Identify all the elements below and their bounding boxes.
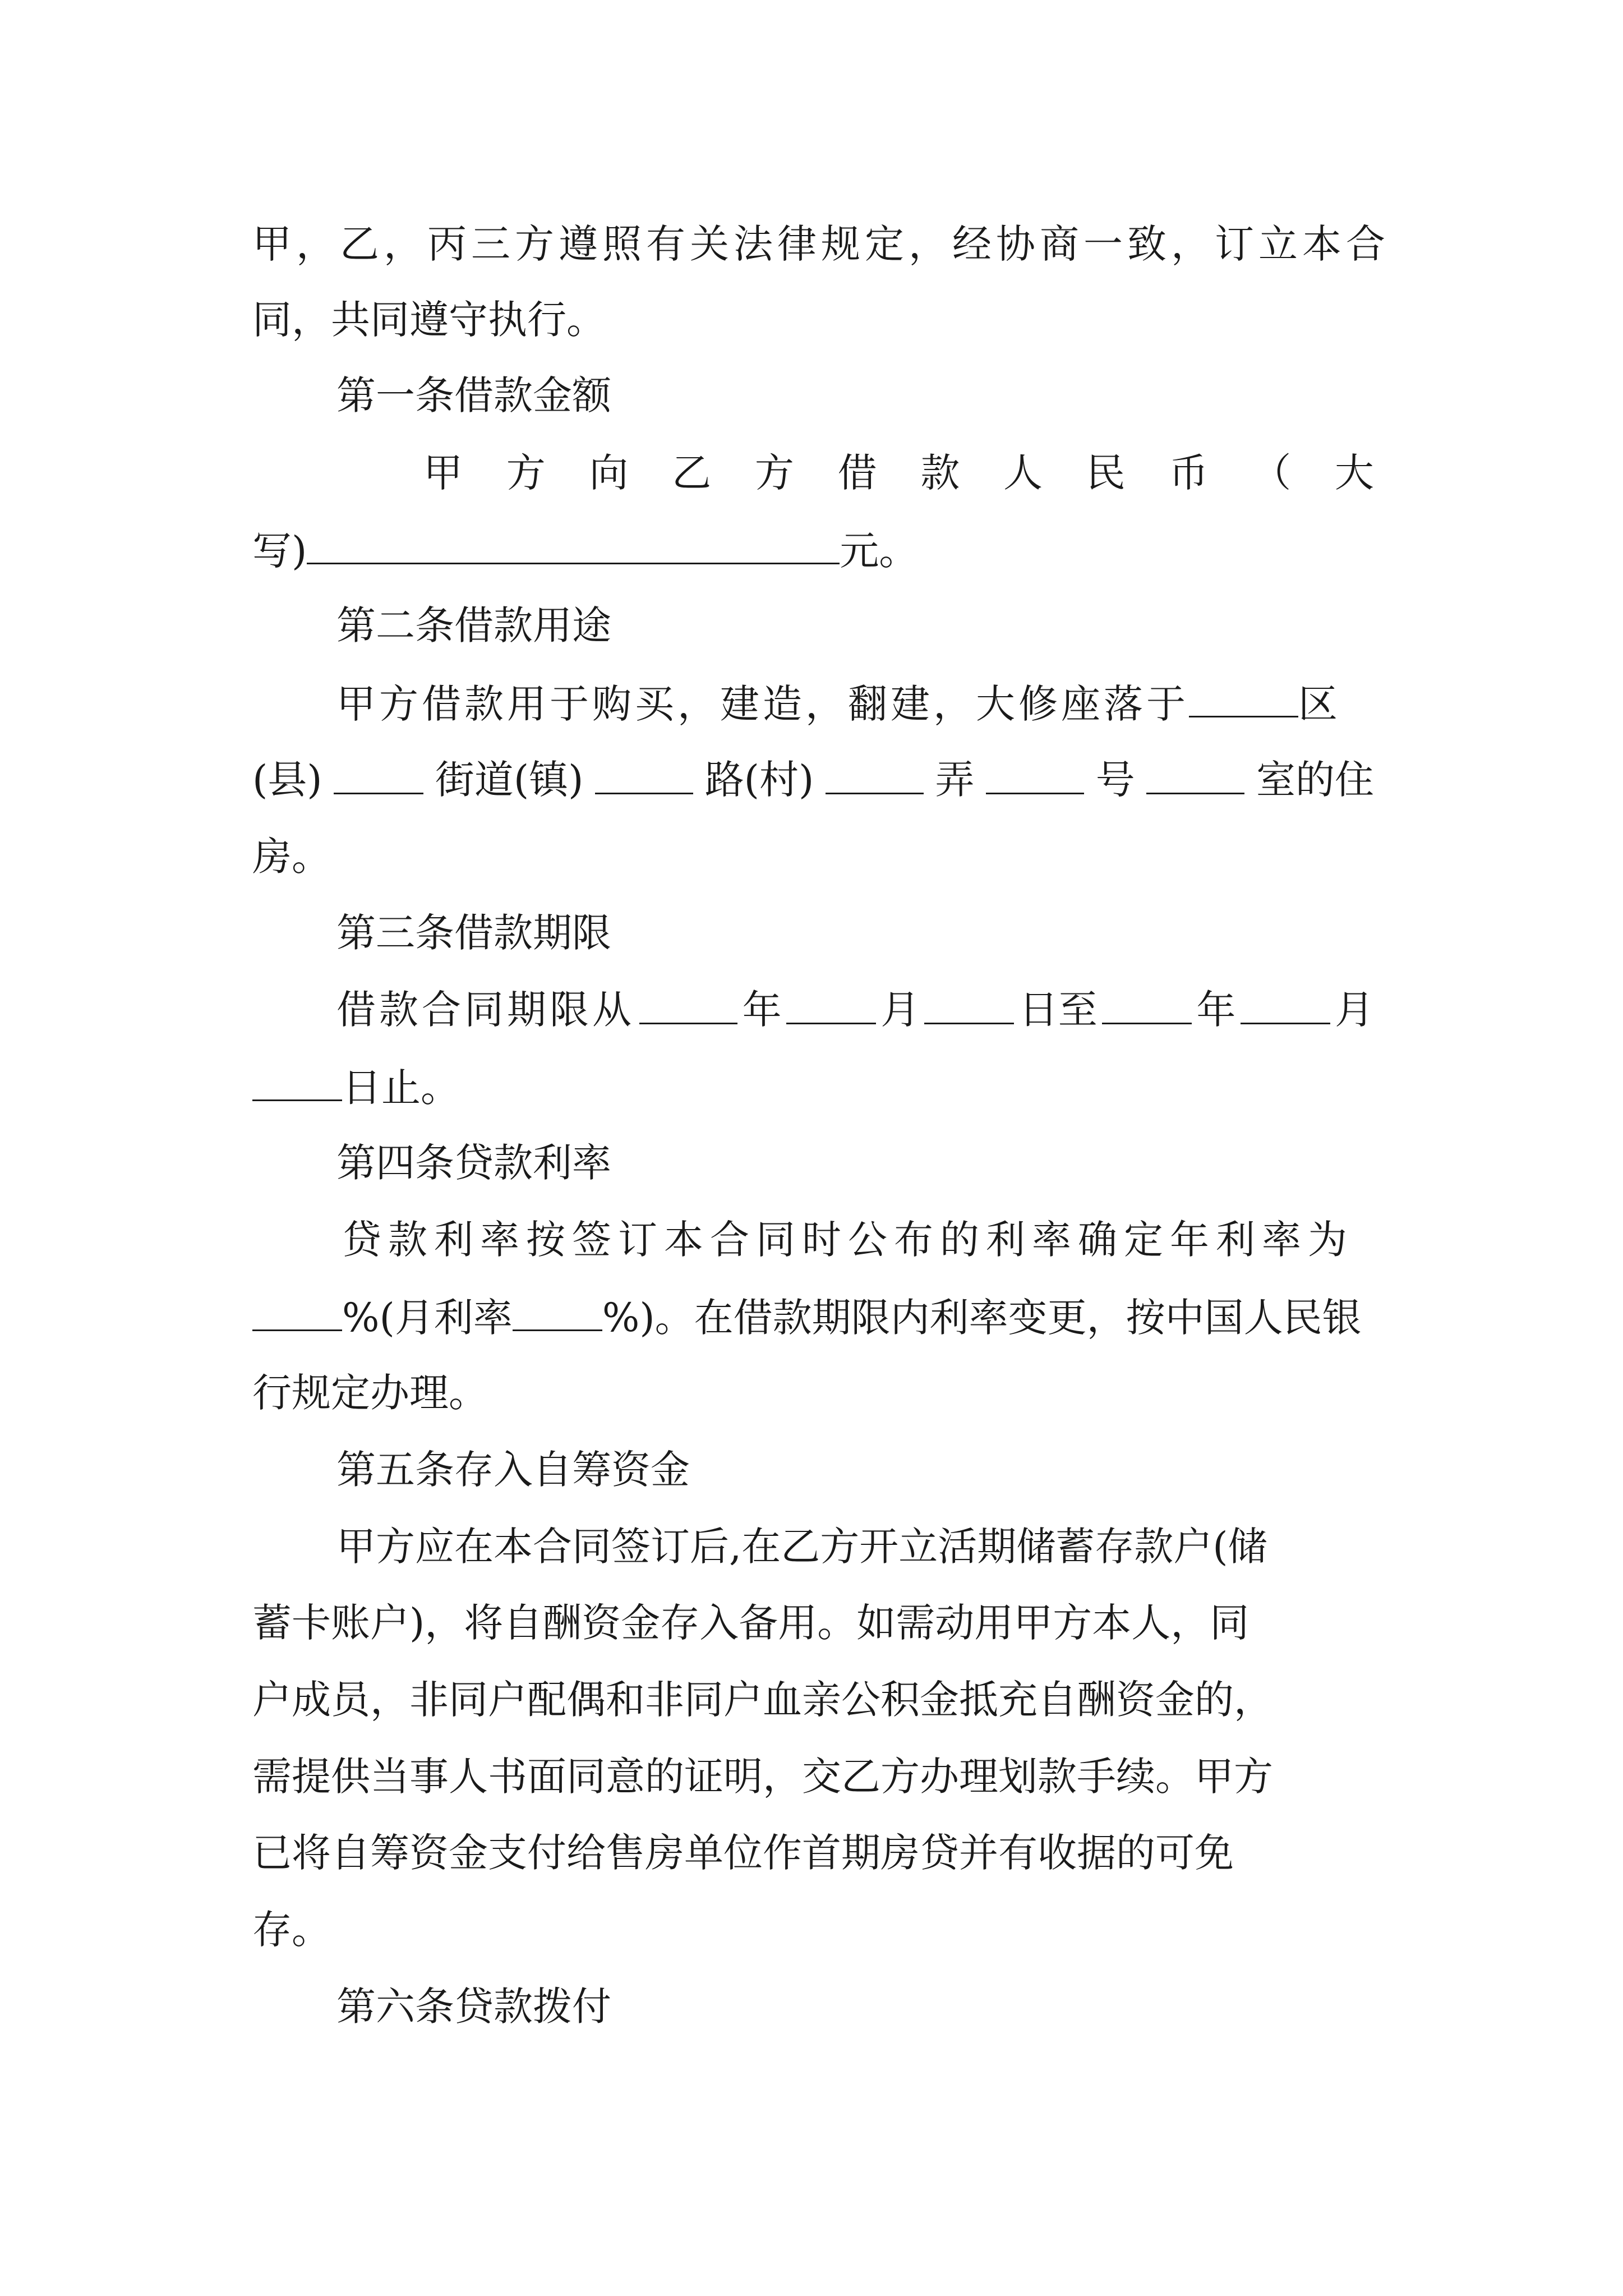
article-3-line-2: [252, 1065, 460, 1111]
blank-line: [1189, 683, 1298, 717]
article-2-line-1: [336, 681, 1338, 727]
article-3-heading: 第三条借款期限: [336, 910, 611, 956]
article-4-heading: 第四条贷款利率: [336, 1140, 611, 1186]
word: 借: [837, 450, 877, 496]
blank-line: [1241, 990, 1330, 1024]
text: 号: [1095, 757, 1135, 803]
word: 民: [1086, 450, 1126, 496]
intro-line-1: [252, 221, 1390, 267]
text: 元。: [840, 528, 919, 574]
word: 人: [1003, 450, 1043, 496]
text: 路(村): [704, 757, 814, 803]
blank-line: [786, 990, 876, 1024]
intro-line-2: 同，共同遵守执行。: [252, 297, 606, 343]
article-5-line-6: 存。: [252, 1907, 331, 1953]
word: 乙: [672, 450, 712, 496]
article-1-line-2: [252, 528, 919, 574]
article-2-heading: 第二条借款用途: [336, 602, 611, 648]
word: 向: [589, 450, 629, 496]
intro-text-1: 甲，乙，丙三方遵照有关法律规定，经协商一致，订立本合: [252, 221, 1390, 267]
text: %)。在借款期限内利率变更，按中国人民银: [602, 1295, 1362, 1341]
article-2-line-3: 房。: [252, 834, 331, 880]
article-4-line-2: [252, 1295, 1362, 1341]
article-2-line-2: [252, 757, 1374, 803]
text: 月: [1334, 987, 1374, 1033]
text: 月: [880, 987, 920, 1033]
blank-line: [252, 1067, 342, 1101]
text: 日至: [1018, 987, 1098, 1033]
text: 借款合同期限从: [336, 987, 635, 1033]
word: 方: [506, 450, 546, 496]
blank-line: [1102, 990, 1192, 1024]
article-3-line-1: [336, 987, 1374, 1033]
text: 室的住: [1256, 757, 1374, 803]
text: 年: [1196, 987, 1236, 1033]
text: 年: [742, 987, 782, 1033]
article-4-line-3: 行规定办理。: [252, 1370, 488, 1416]
text: 写): [252, 528, 307, 574]
word: 方: [754, 450, 794, 496]
word: 甲: [423, 450, 463, 496]
blank-line: [826, 760, 924, 794]
blank-line: [513, 1297, 602, 1331]
text: 街道(镇): [435, 757, 584, 803]
article-5-line-1: 甲方应在本合同签订后,在乙方开立活期储蓄存款户(储: [336, 1524, 1267, 1570]
article-1-heading: 第一条借款金额: [336, 372, 611, 418]
article-5-line-2: 蓄卡账户)，将自酬资金存入备用。如需动用甲方本人，同: [252, 1600, 1249, 1646]
article-4-line-1: [342, 1217, 1354, 1263]
article-5-line-4: 需提供当事人书面同意的证明，交乙方办理划款手续。甲方: [252, 1754, 1273, 1800]
text: 贷款利率按签订本合同时公布的利率确定年利率为: [342, 1217, 1354, 1263]
blank-line: [334, 760, 423, 794]
article-5-line-5: 已将自筹资金支付给售房单位作首期房贷并有收据的可免: [252, 1830, 1234, 1876]
text: 甲方借款用于购买，建造，翻建，大修座落于: [336, 681, 1189, 727]
article-6-heading: 第六条贷款拨付: [336, 1984, 611, 2030]
text: %(月利率: [342, 1295, 513, 1341]
text: 区: [1298, 681, 1338, 727]
text: (县): [252, 757, 322, 803]
word: 款: [920, 450, 960, 496]
article-1-line-1: [423, 450, 1374, 496]
word: 大: [1334, 450, 1374, 496]
article-5-heading: 第五条存入自筹资金: [336, 1447, 690, 1493]
blank-line: [1146, 760, 1244, 794]
blank-line: [986, 760, 1084, 794]
text: 弄: [935, 757, 975, 803]
blank-line: [639, 990, 737, 1024]
article-5-line-3: 户成员，非同户配偶和非同户血亲公积金抵充自酬资金的，: [252, 1677, 1273, 1723]
blank-line: [595, 760, 693, 794]
blank-line: [307, 530, 840, 564]
word: 币: [1169, 450, 1209, 496]
word: （: [1252, 450, 1292, 496]
text: 日止。: [342, 1065, 460, 1111]
blank-line: [252, 1297, 342, 1331]
blank-line: [924, 990, 1014, 1024]
